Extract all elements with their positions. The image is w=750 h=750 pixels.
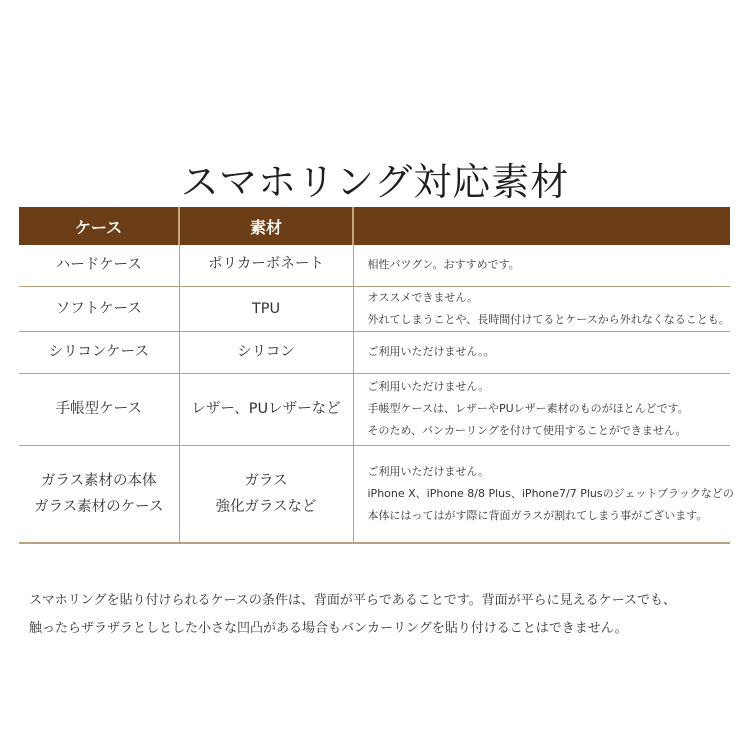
table-header-row [19, 207, 730, 245]
case-cell [19, 245, 179, 286]
material-table-wrapper [19, 207, 734, 544]
material-cell [179, 286, 353, 331]
table-row-glass [19, 445, 730, 543]
note-line: 外れてしまうことや、長時間付けてるとケースから外れなくなることも。 [367, 312, 730, 326]
footer-note [29, 587, 729, 643]
material-label: ガラス [244, 472, 288, 489]
material-label: レザー、PUレザーなど [191, 401, 341, 417]
case-label: ソフトケース [55, 300, 142, 317]
case-cell [19, 286, 179, 331]
material-label: シリコン [237, 344, 295, 360]
note-line: ご利用いただけません。 [367, 380, 490, 393]
page-title: スマホリング対応素材 [180, 160, 570, 205]
note-cell [353, 373, 730, 445]
note-line: 本体にはってはがす際に背面ガラスが割れてしまう事がございます。 [367, 508, 708, 522]
case-cell [19, 373, 179, 445]
table-row-notebook-case [19, 373, 730, 445]
table-row-soft-case [19, 286, 730, 331]
case-label: シリコンケース [48, 344, 149, 360]
table-row-hard-case [19, 245, 730, 286]
header-note [353, 207, 730, 245]
material-cell [179, 373, 353, 445]
material-label: ポリカーボネート [208, 256, 324, 272]
case-label: ガラス素材の本体 [40, 472, 157, 489]
note-line: 相性バツグン。おすすめです。 [367, 258, 520, 272]
footer-line: スマホリングを貼り付けられるケースの条件は、背面が平らであることです。背面が平らに見えるケースでも、 [29, 593, 677, 608]
header-case: ケース [19, 207, 179, 245]
case-cell [19, 445, 179, 543]
note-line: iPhone X、iPhone 8/8 Plus、iPhone7/7 Plusのジェットブラックなどの [367, 486, 734, 500]
note-cell [353, 245, 730, 286]
note-line: そのため、バンカーリングを付けて使用することができません。 [367, 424, 687, 437]
header-material: 素材 [179, 207, 353, 245]
note-cell [353, 445, 734, 543]
note-cell [353, 286, 730, 331]
case-label: ガラス素材のケース [34, 498, 164, 515]
material-cell [179, 245, 353, 286]
note-line: ご利用いただけません。。 [367, 345, 495, 358]
material-table [19, 207, 734, 544]
note-line: ご利用いただけません。 [367, 464, 490, 478]
material-cell [179, 331, 353, 373]
note-line: オススメできません。 [367, 290, 479, 304]
case-label: ハードケース [55, 257, 142, 274]
case-cell [19, 331, 179, 373]
material-label: 強化ガラスなど [215, 498, 317, 515]
footer-line: 触ったらザラザラとしとした小さな凹凸がある場合もバンカーリングを貼り付けることはできません。 [29, 621, 628, 636]
table-row-silicon-case [19, 331, 730, 373]
material-cell [179, 445, 353, 543]
material-label: TPU [251, 300, 281, 317]
note-line: 手帳型ケースは、レザーやPUレザー素材のものがほとんどです。 [367, 402, 689, 415]
case-label: 手帳型ケース [55, 401, 142, 417]
note-cell [353, 331, 730, 373]
